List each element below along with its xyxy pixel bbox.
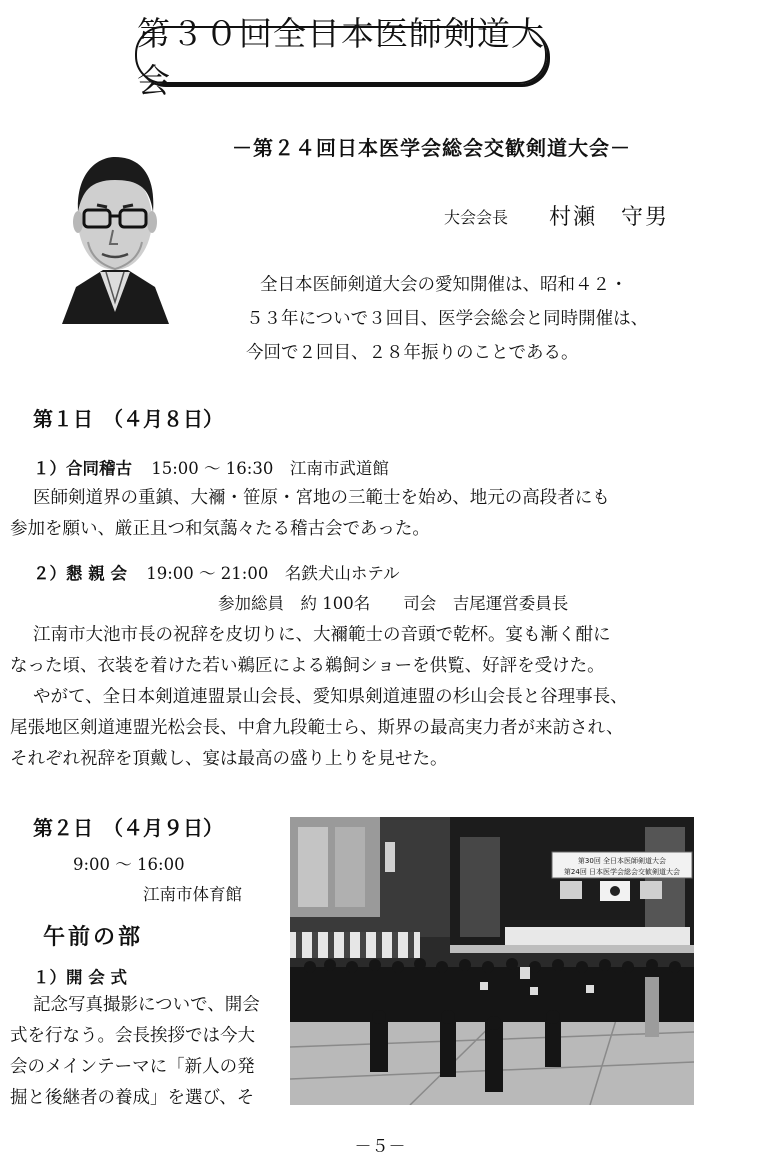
paragraph-line: やがて、全日本剣道連盟景山会長、愛知県剣道連盟の杉山会長と谷理事長、 (33, 687, 628, 707)
chair-role: 大会会長 (444, 208, 509, 227)
banner-line: 第30回 全日本医師剣道大会 (577, 857, 667, 865)
day1-heading: 第１日 （４月８日） (33, 407, 223, 431)
subtitle: －第２４回日本医学会総会交歓剣道大会－ (232, 136, 631, 160)
day1-item2 (33, 560, 400, 584)
paragraph-line: 掘と後継者の養成」を選び、そ (10, 1088, 255, 1108)
item-label: １）合同稽古 (33, 459, 132, 478)
paragraph-line: それぞれ祝辞を頂戴し、宴は最高の盛り上りを見せた。 (10, 749, 448, 769)
banner-line: 第24回 日本医学会総会交歓剣道大会 (563, 868, 681, 876)
page-number: －５－ (354, 1137, 406, 1157)
item2-attendance: 参加総員 約 100名 司会 吉尾運営委員長 (218, 594, 569, 613)
day2-venue: 江南市体育館 (143, 885, 242, 904)
paragraph-line: 参加を願い、厳正且つ和気藹々たる稽古会であった。 (10, 519, 430, 539)
intro-line: ５３年についで３回目、医学会総会と同時開催は、 (246, 309, 649, 329)
paragraph-line: 江南市大池市長の祝辞を皮切りに、大襧範士の音頭で乾杯。宴も漸く酣に (33, 625, 611, 645)
paragraph-line: なった頃、衣装を着けた若い鵜匠による鵜飼ショーを供覧、好評を受けた。 (10, 656, 605, 676)
paragraph-line: 記念写真撮影についで、開会 (33, 995, 260, 1015)
chair-name: 村瀬 守男 (549, 205, 670, 230)
intro-line: 全日本医師剣道大会の愛知開催は、昭和４２・ (260, 275, 628, 295)
paragraph-line: 尾張地区剣道連盟光松会長、中倉九段範士ら、斯界の最高実力者が来訪され、 (10, 718, 624, 738)
item-label: １）開 会 式 (33, 968, 127, 987)
item-detail: 19:00 ～ 21:00 名鉄犬山ホテル (146, 564, 400, 583)
intro-line: 今回で２回目、２８年振りのことである。 (246, 343, 579, 363)
paragraph-line: 医師剣道界の重鎮、大襧・笹原・宮地の三範士を始め、地元の高段者にも (33, 488, 610, 508)
item-label: ２）懇 親 会 (33, 564, 127, 583)
paragraph-line: 式を行なう。会長挨拶では今大 (10, 1026, 255, 1046)
day2-heading: 第２日 （４月９日） (33, 816, 223, 840)
section-heading: 午前の部 (43, 925, 144, 950)
day1-item1 (33, 455, 389, 479)
chair-portrait (58, 152, 173, 327)
paragraph-line: 会のメインテーマに「新人の発 (10, 1057, 255, 1077)
item-detail: 15:00 ～ 16:30 江南市武道館 (151, 459, 389, 478)
title-frame (135, 14, 547, 100)
day2-item1 (33, 964, 127, 988)
day2-time: 9:00 ～ 16:00 (73, 855, 185, 874)
event-photo (290, 817, 694, 1105)
page-title: 第３０回全日本医師剣道大会 (137, 14, 545, 100)
